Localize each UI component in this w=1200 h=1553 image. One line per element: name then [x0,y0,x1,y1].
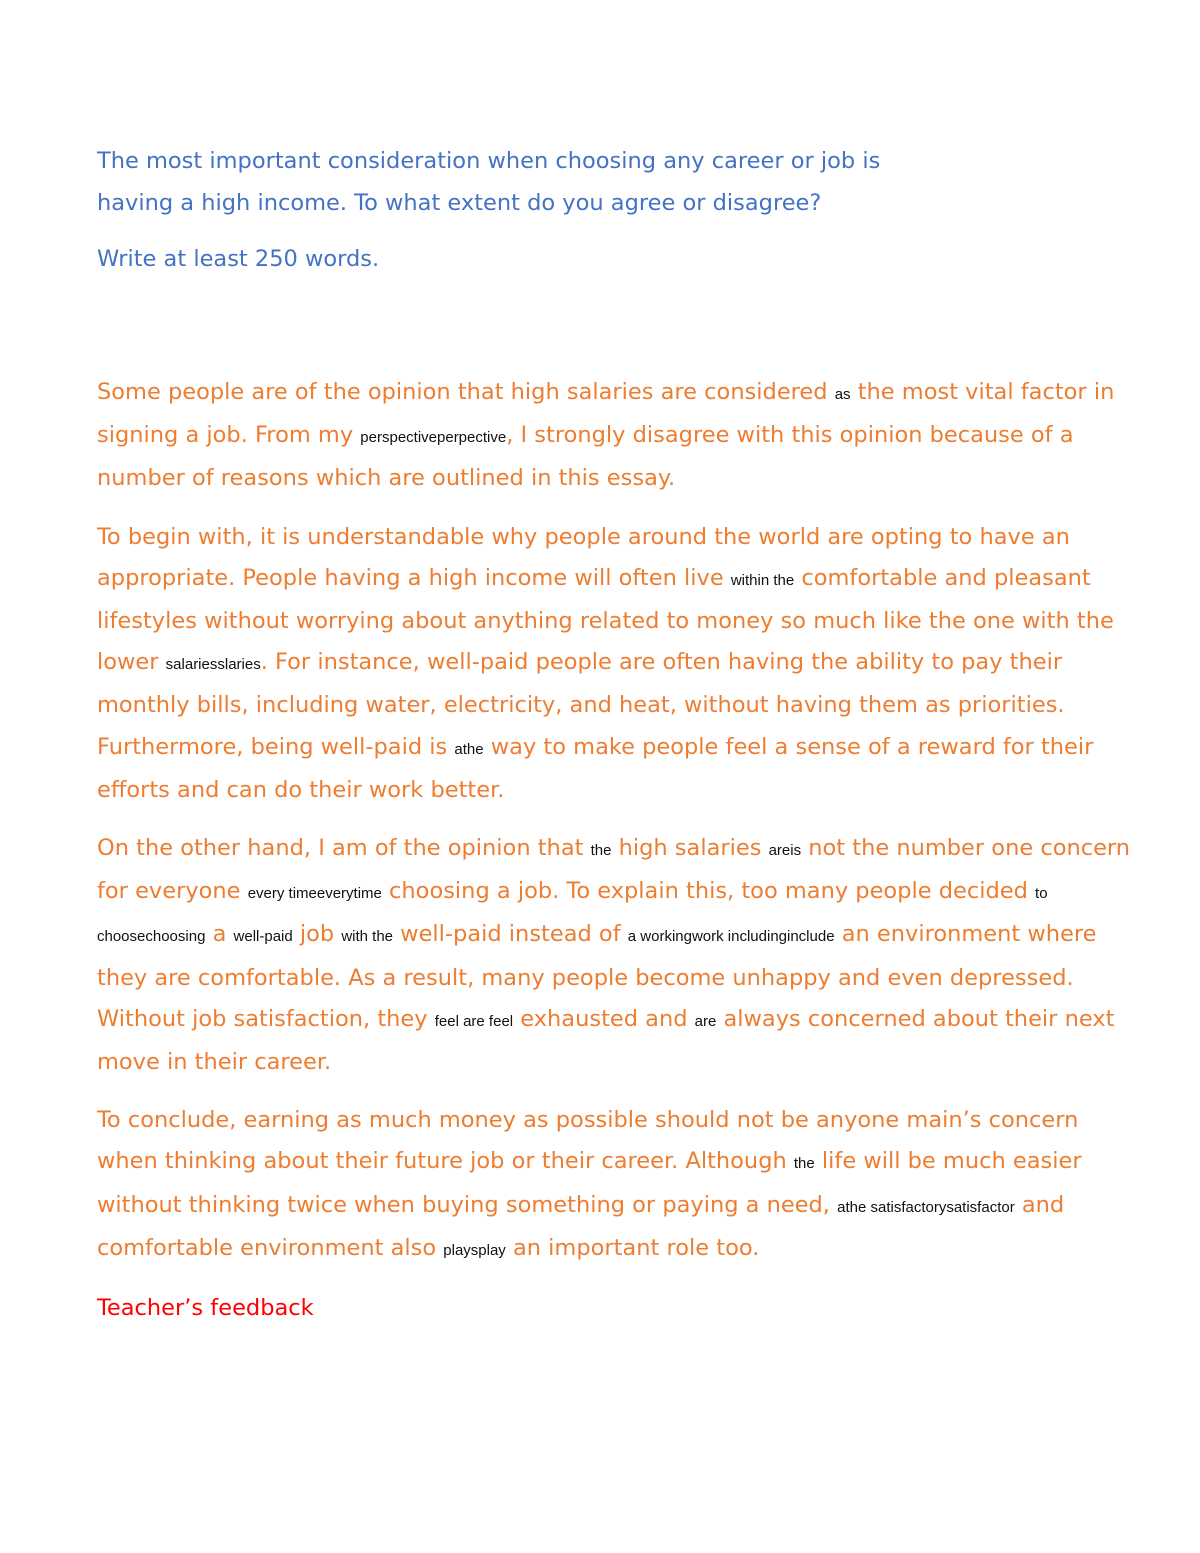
teacher-correction: areis [768,842,802,860]
essay-text: exhausted and [513,1005,695,1032]
essay-text: . For instance, well-paid people are often having the ability to pay their monthly bills, including water, electricity, and heat, without having them as priorities. Furthermore, being well-paid is [97,649,1065,760]
teacher-correction: salariesslaries [165,656,261,674]
essay-text: life will be much easier without thinking twice when buying something or paying a need, [97,1148,1082,1218]
essay-text: Some people are of the opinion that high salaries are considered [97,379,835,405]
essay-text: To begin with, it is understandable why people around the world are opting to have an appropriate. People having a high income will often live [97,523,1070,591]
teacher-correction: as [834,386,851,403]
teacher-correction: athe satisfactorysatisfactor [837,1198,1015,1216]
essay-text: and comfortable environment also [97,1191,1065,1261]
task-prompt [97,140,1137,224]
teacher-correction: to choosechoosing [97,885,1048,946]
essay-text: choosing a job. To explain this, too many people decided [381,878,1036,905]
essay-paragraph-intro [97,372,1137,500]
teacher-correction: athe [454,740,484,758]
essay-text: high salaries [611,835,769,862]
task-prompt-line-2: having a high income. To what extent do you agree or disagree? [97,190,822,216]
teacher-correction: feel are feel [434,1012,514,1030]
teacher-correction: a workingwork includinginclude [627,928,835,946]
teacher-correction: well-paid [233,928,293,946]
feedback-heading: Teacher’s feedback [97,1295,314,1322]
essay-text: To conclude, earning as much money as possible should not be anyone main’s concern when thinking about their future job or their career. Although [97,1107,1079,1175]
essay-text: well-paid instead of [393,921,628,948]
essay-text: not the number one concern for everyone [97,835,1131,905]
teacher-correction: every timeeverytime [247,885,382,903]
essay-text: way to make people feel a sense of a reward for their efforts and can do their work better. [97,733,1094,803]
essay-text: comfortable and pleasant lifestyles without worrying about anything related to money so much like the one with the lower [97,564,1114,676]
task-instruction: Write at least 250 words. [97,246,380,272]
teacher-correction: are [694,1012,717,1030]
teacher-correction: with the [341,928,394,946]
teacher-correction: the [590,842,612,860]
teacher-correction: within the [730,571,795,589]
essay-text: the most vital factor in signing a job. From my [97,379,1115,449]
essay-text: always concerned about their next move in their career. [97,1005,1115,1076]
essay-paragraph-conclusion [97,1100,1137,1271]
essay-paragraph-body-1 [97,517,1137,811]
document-page [97,140,1137,1329]
teacher-correction: the [793,1155,815,1173]
essay-text: an environment where they are comfortable. As a result, many people become unhappy and even depressed. Without job satisfaction, they [97,921,1097,1032]
teacher-correction: playsplay [443,1241,506,1259]
essay-text: a [205,921,234,948]
essay-text: an important role too. [505,1234,760,1261]
essay-text: job [292,921,342,948]
essay-text: On the other hand, I am of the opinion that [97,835,591,862]
task-prompt-line-1: The most important consideration when choosing any career or job is [97,148,881,174]
teacher-correction: perspectiveperpective [360,429,507,447]
essay-paragraph-body-2 [97,828,1137,1083]
essay-text: , I strongly disagree with this opinion because of a number of reasons which are outlined in this essay. [97,422,1074,492]
